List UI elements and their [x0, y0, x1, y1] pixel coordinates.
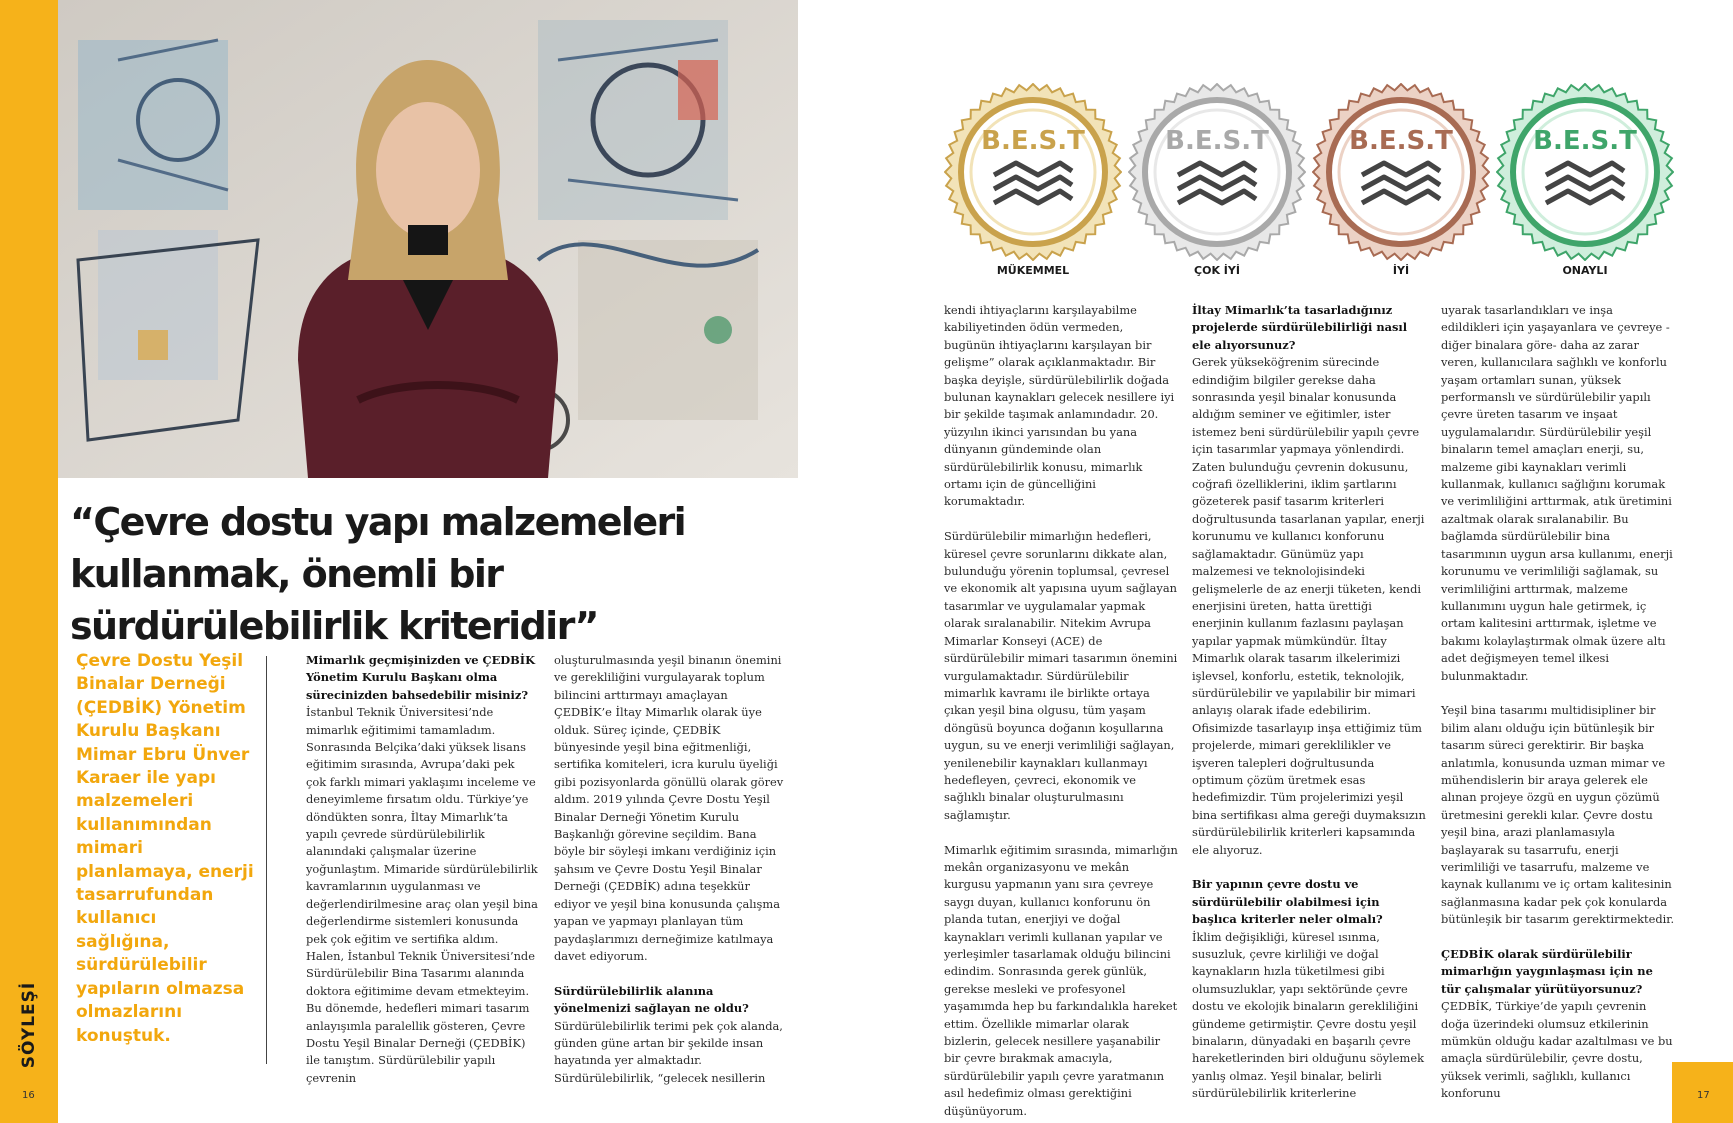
question-5: ÇEDBİK olarak sürdürülebilir mimarlığın yaygınlaşması için ne tür çalışmalar yürütüyorsunuz? [1441, 947, 1653, 996]
page-number-left: 16 [22, 1090, 35, 1101]
answer-4-start: İklim değişikliği, küresel ısınma, susuzluk, çevre kirliliği ve doğal kaynakların hızla tüketilmesi gibi olumsuzluklar, yapı sektöründe çevre dostu ve ekolojik binaların gerekliliğini gündeme getirmiştir. Çevre dostu yeşil binaların, dünyadaki en başarılı çevre hareketlerinden biri olduğunu söylemek yanlış olmaz. Yeşil binalar, belirli sürdürülebilirlik kriterlerine [1192, 929, 1424, 1101]
badge-text: B.E.S.T [1349, 126, 1453, 156]
portrait-photo [58, 0, 798, 478]
headline: “Çevre dostu yapı malzemeleri kullanmak, önemli bir sürdürülebilirlik kriteridir” [70, 500, 686, 648]
gold-badge-caption: MÜKEMMEL [996, 264, 1070, 277]
answer-1: İstanbul Teknik Üniversitesi’nde mimarlık eğitimimi tamamladım. Sonrasında Belçika’daki yüksek lisans eğitimim sırasında, Avrupa’daki pek çok farklı mimari yaklaşımı inceleme ve deneyimleme fırsatım oldu. Türkiye’ye döndükten sonra, İltay Mimarlık’ta yapılı çevrede sürdürülebilirlik alanındaki çalışmalar üzerine yoğunlaştım. Mimaride sürdürülebilirlik kavramlarının uygulanması ve değerlendirilmesine araç olan yeşil bina değerlendirme sistemleri konusunda pek çok eğitim ve sertifika aldım. Halen, İstanbul Teknik Üniversitesi’nde Sürdürülebilir Bina Tasarımı alanında doktora eğitimime devam etmekteyim. Bu dönemde, hedefleri mimari tasarım anlayışımla paralellik gösteren, Çevre Dostu Yeşil Binalar Derneği (ÇEDBİK) ile tanıştım. Sürdürülebilir yapılı çevrenin [306, 705, 538, 1085]
green-badge-caption: ONAYLI [1562, 264, 1608, 277]
article-column-3 [944, 302, 1178, 1120]
answer-3: Gerek yükseköğrenim sürecinde edindiğim bilgiler gerekse daha sonrasında yeşil binalar konusunda aldığım seminer ve eğitimler, ister istemez beni sürdürülebilir yapılı çevre için tasarımlar yapmaya yönlendirdi. Zaten bulunduğu çevrenin dokusunu, coğrafi özelliklerini, iklim şartlarını gözeterek pasif tasarım kriterleri doğrultusunda tasarlanan yapılar, enerji korunumu ve kullanıcı konforunu sağlamaktadır. Günümüz yapı malzemesi ve teknolojisindeki gelişmelerle de az enerji tüketen, kendi enerjisini üreten, hatta ürettiği enerjinin kullanım fazlasını paylaşan yapılar yapmak mümkündür. İltay Mimarlık olarak tasarım ilkelerimizi işlevsel, konforlu, estetik, teknolojik, sürdürülebilir ve yapılabilir bir mimari anlayış olarak ifade edebilirim. Ofisimizde tasarlayıp inşa ettiğimiz tüm projelerde, mimari gereklilikler ve işveren talepleri doğrultusunda optimum çözüm üretmek esas hedefimizdir. Tüm projelerimizi yeşil bina sertifikası alma gereği duymaksızın sürdürülebilirlik kriterleri kapsamında ele alıyoruz. [1192, 355, 1426, 857]
yellow-side-bar [0, 0, 58, 1123]
gold-badge [944, 83, 1122, 261]
question-2: Sürdürülebilirlik alanına yönelmenizi sağlayan ne oldu? [554, 983, 749, 1016]
bronze-badge-caption: İYİ [1392, 264, 1410, 277]
article-column-5 [1441, 302, 1675, 1103]
answer-2-continued: kendi ihtiyaçlarını karşılayabilme kabiliyetinden ödün vermeden, bugünün ihtiyaçlarını karşılayan bir gelişme” olarak açıklanmaktadır. Bir başka deyişle, sürdürülebilirlik doğada bulunan kaynakları gelecek nesillere iyi bir şekilde taşımak anlamındadır. 20. yüzyılın ikinci yarısından bu yana dünyanın gündeminde olan sürdürülebilirlik konusu, mimarlık ortamı için de güncelliğini korumaktadır. [944, 303, 1175, 509]
silver-badge-caption: ÇOK İYİ [1194, 264, 1240, 277]
answer-2-paragraph-2: Sürdürülebilir mimarlığın hedefleri, küresel çevre sorunlarını dikkate alan, bulunduğu yörenin toplumsal, çevresel ve ekonomik alt yapısına uyum sağlayan tasarımlar ve uygulamalar yapmak olarak sıralanabilir. Nitekim Avrupa Mimarlar Konseyi (ACE) de sürdürülebilir mimari tasarımın önemini vurgulamaktadır. Sürdürülebilir mimarlık kavramı ile birlikte ortaya çıkan yeşil bina olgusu, tüm yaşam döngüsü boyunca doğanın koşullarına uygun, su ve enerji verimliliği sağlayan, yenilenebilir kaynakları kullanmayı hedefleyen, çevreci, ekonomik ve sağlıklı binalar oluşturulmasını sağlamıştır. [944, 529, 1178, 822]
badge-text: B.E.S.T [1533, 126, 1637, 156]
bronze-badge [1312, 83, 1490, 261]
page-number-right: 17 [1697, 1090, 1710, 1101]
question-1: Mimarlık geçmişinizden ve ÇEDBİK Yönetim Kurulu Başkanı olma sürecinizden bahsedebilir misiniz? [306, 653, 535, 702]
article-column-1 [306, 652, 538, 1087]
answer-5: ÇEDBİK, Türkiye’de yapılı çevrenin doğa üzerindeki olumsuz etkilerinin mümkün olduğu kadar azaltılması ve bu amaçla sürdürülebilir, çevre dostu, yüksek verimli, sağlıklı, kullanıcı konforunu [1441, 999, 1673, 1101]
answer-4-paragraph-2: Yeşil bina tasarımı multidisipliner bir bilim alanı olduğu için bütünleşik bir tasarım süreci gerektirir. Bir başka anlatımla, konusunda uzman mimar ve mühendislerin bir araya gelerek ele alınan projeye özgü en uygun çözümü üretmesini gerekli kılar. Çevre dostu yeşil bina, arazi planlamasıyla başlayarak su tasarrufu, enerji verimliliği ve tasarrufu, malzeme ve kaynak kullanımı ve iç ortam kalitesinin sağlanmasına kadar pek çok konularda bütünleşik bir tasarım gerektirmektedir. [1441, 703, 1675, 927]
green-badge [1496, 83, 1674, 261]
answer-4-continued: uyarak tasarlandıkları ve inşa edildikleri için yaşayanlara ve çevreye - diğer binalara göre- daha az zarar veren, kullanıcılara sağlıklı ve konforlu yaşam ortamları sunan, yüksek performanslı ve sürdürülebilir yapılı çevre üreten tasarım ve inşaat uygulamalarıdır. Sürdürülebilir yeşil binaların temel amaçları enerji, su, malzeme gibi kaynakları verimli kullanmak, kullanıcı sağlığını korumak ve verimliliğini arttırmak, atık üretimini azaltmak olarak sıralanabilir. Bu bağlamda sürdürülebilir bina tasarımının uygun arsa kullanımı, enerji korunumu ve verimliliği sağlamak, su verimliliğini arttırmak, malzeme kullanımını uygun hale getirmek, iç ortam kalitesini arttırmak, işletme ve bakımı kolaylaştırmak olmak üzere altı adet değişmeyen temel ilkesi bulunmaktadır. [1441, 303, 1673, 683]
question-4: Bir yapının çevre dostu ve sürdürülebilir olabilmesi için başlıca kriterler neler olmalı? [1192, 877, 1383, 927]
lead-paragraph: Çevre Dostu Yeşil Binalar Derneği (ÇEDBİK) Yönetim Kurulu Başkanı Mimar Ebru Ünver Karaer ile yapı malzemeleri kullanımından mimari planlamaya, enerji tasarrufundan kullanıcı sağlığına, sürdürülebilir yapıların olmazsa olmazlarını konuştuk. [76, 651, 254, 1046]
lead-divider [266, 656, 267, 1064]
answer-2-start: Sürdürülebilirlik terimi pek çok alanda, günden güne artan bir şekilde insan hayatında yer almaktadır. Sürdürülebilirlik, “gelecek nesillerin [554, 1018, 783, 1085]
section-label: SÖYLEŞİ [19, 981, 39, 1069]
article-column-2 [554, 652, 788, 1087]
article-column-4 [1192, 302, 1426, 1103]
badge-text: B.E.S.T [1165, 126, 1269, 156]
answer-2-paragraph-3: Mimarlık eğitimim sırasında, mimarlığın mekân organizasyonu ve mekân kurgusu yapmanın yanı sıra çevreye saygı duyan, kullanıcı konforunu ön planda tutan, enerjiyi ve doğal kaynakları verimli kullanan yapılar ve yerleşimler tasarlamak olduğu bilincini edindim. Sonrasında gerek günlük, gerekse mesleki ve profesyonel yaşamımda hep bu farkındalıkla hareket ettim. Özellikle mimarlar olarak bizlerin, gelecek nesillere yaşanabilir bir çevre bırakmak amacıyla, sürdürülebilir yapılı çevre yaratmanın asıl hedefimiz olması gerektiğini düşünüyorum. [944, 842, 1178, 1118]
question-3: İltay Mimarlık’ta tasarladığınız projelerde sürdürülebilirliği nasıl ele alıyorsunuz? [1192, 303, 1408, 352]
answer-1-continued: oluşturulmasında yeşil binanın önemini ve gerekliliğini vurgulayarak toplum bilincini arttırmayı amaçlayan ÇEDBİK’e İltay Mimarlık olarak üye olduk. Süreç içinde, ÇEDBİK bünyesinde yeşil bina eğitmenliği, sertifika komiteleri, icra kurulu üyeliği gibi pozisyonlarda gönüllü olarak görev aldım. 2019 yılında Çevre Dostu Yeşil Binalar Derneği Yönetim Kurulu Başkanlığı görevine seçildim. Bana böyle bir söyleşi imkanı verdiğiniz için şahsım ve Çevre Dostu Yeşil Binalar Derneği (ÇEDBİK) adına teşekkür ediyor ve yeşil bina konusunda çalışma yapan ve yapmayı planlayan tüm paydaşlarımızı derneğimize katılmaya davet ediyorum. [554, 653, 784, 963]
silver-badge [1128, 83, 1306, 261]
badge-text: B.E.S.T [981, 126, 1085, 156]
